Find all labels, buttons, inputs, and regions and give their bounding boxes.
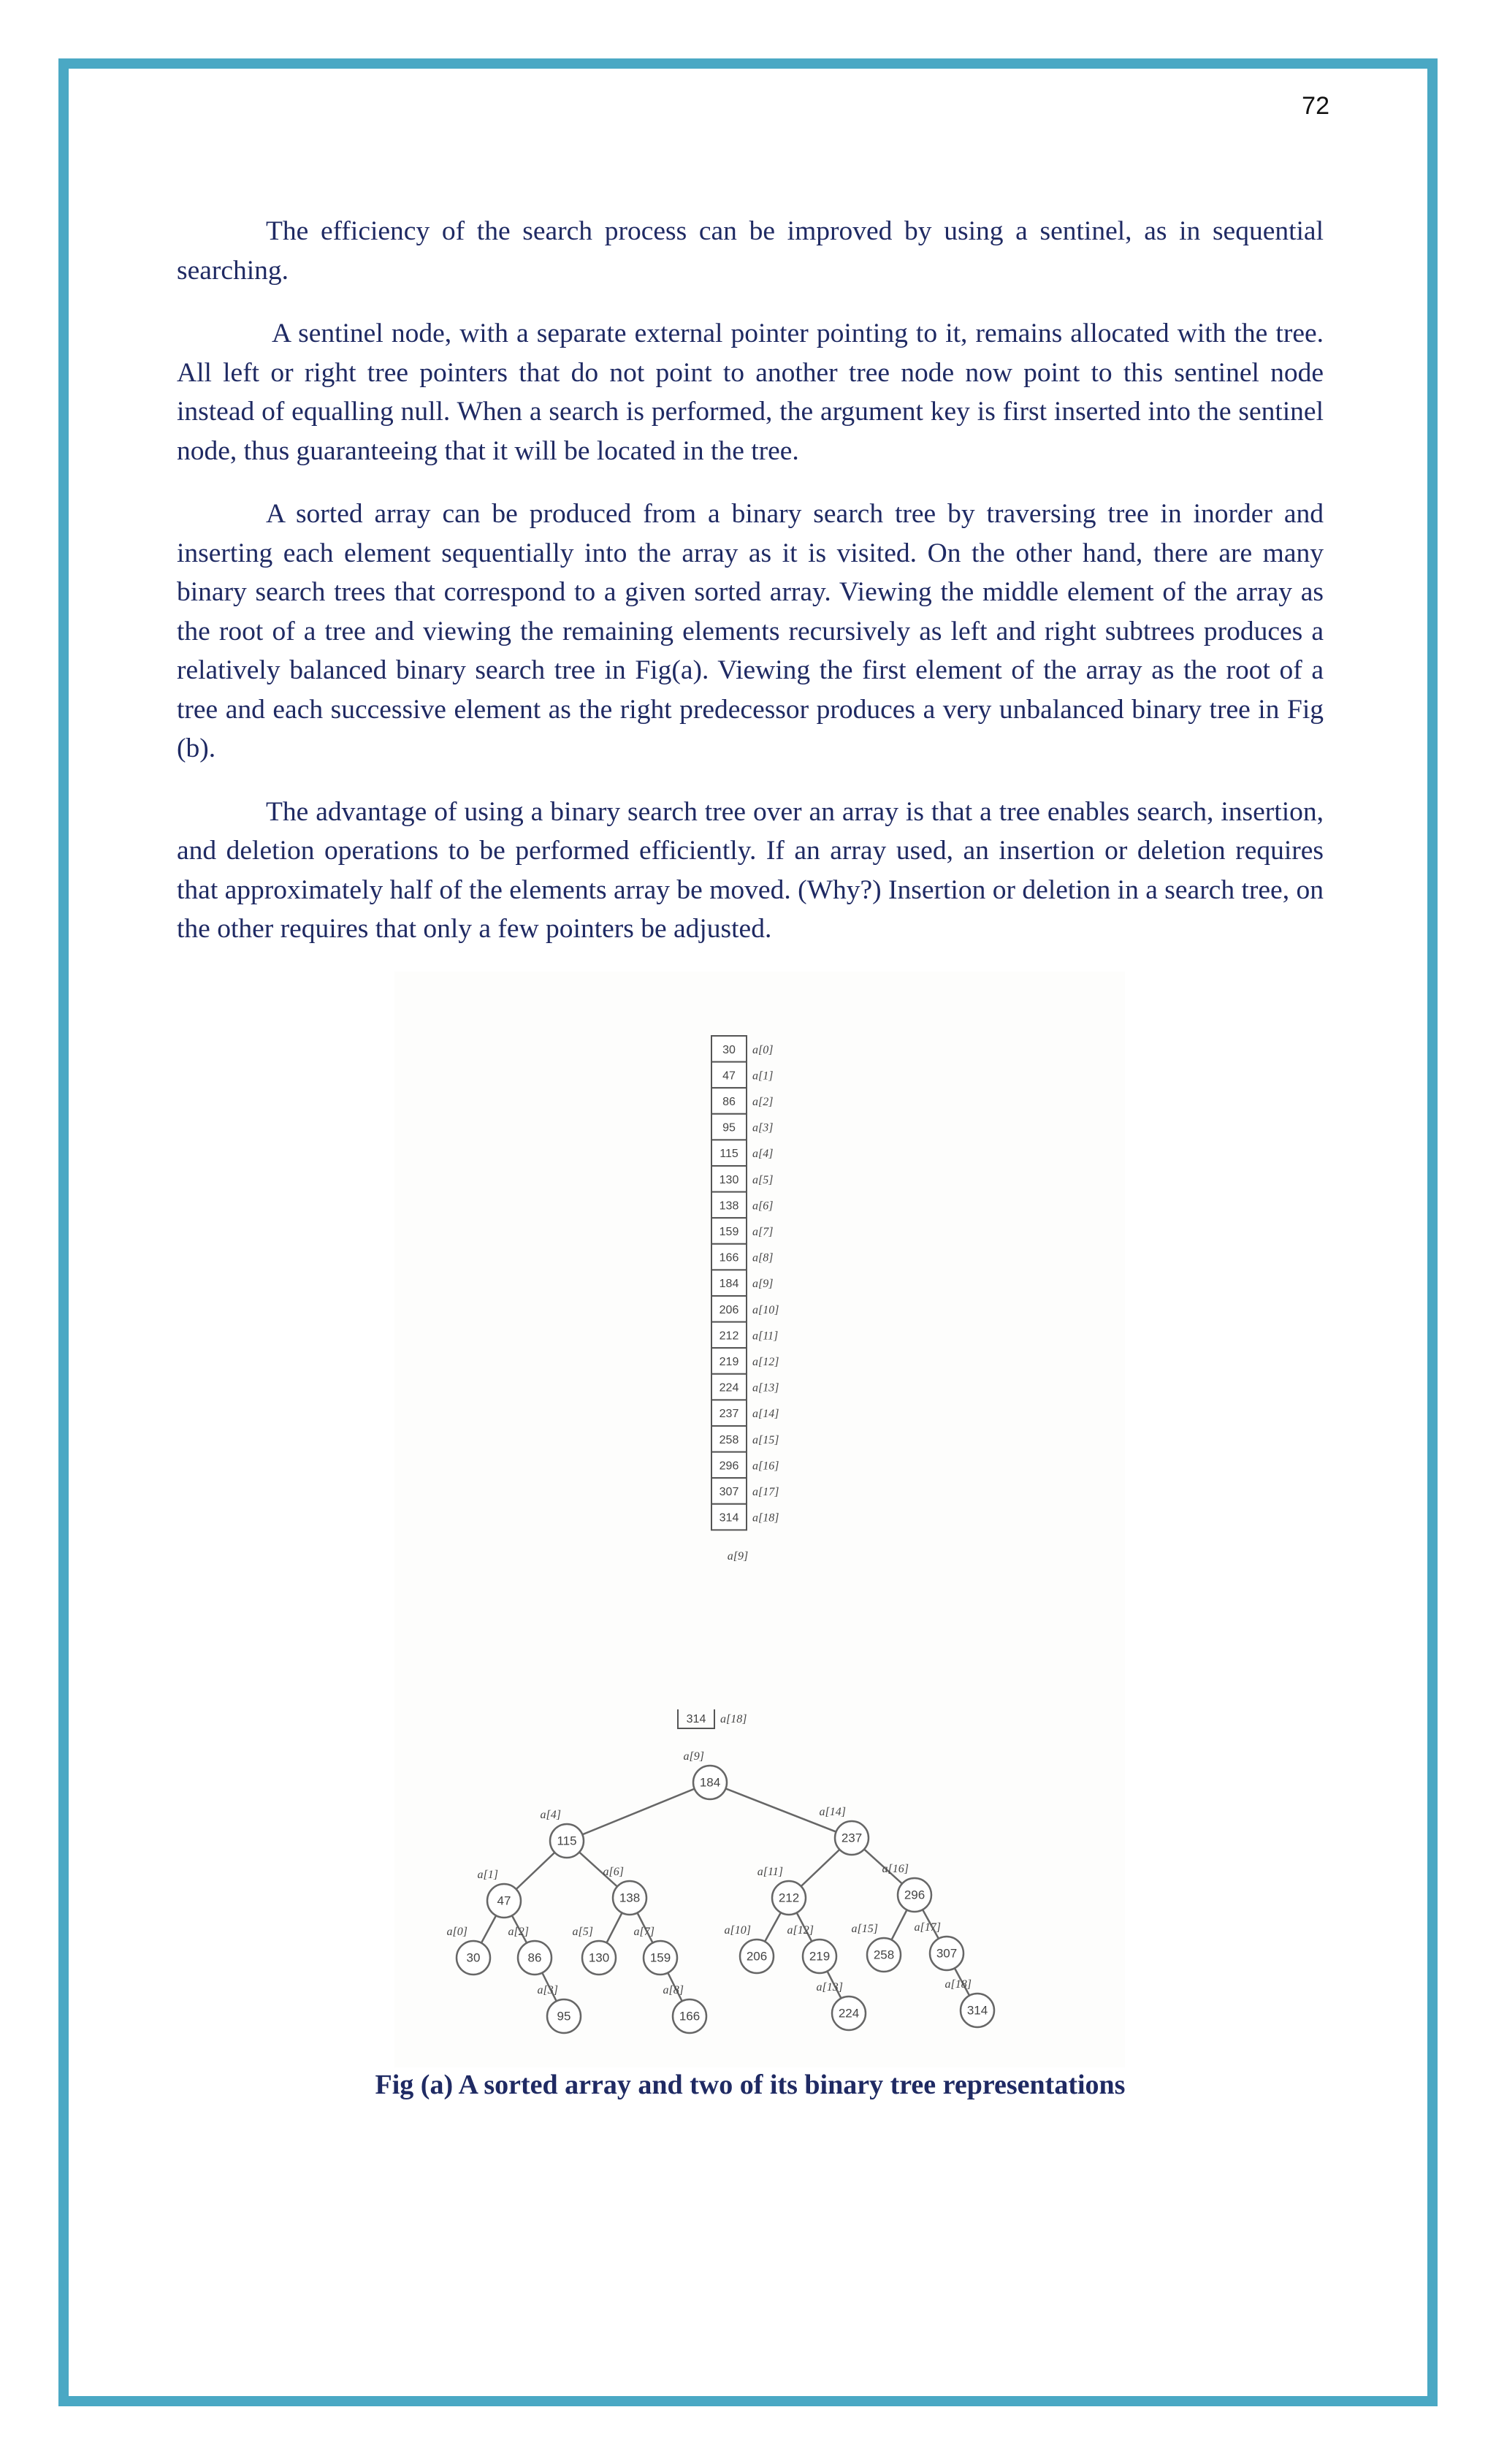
tree-node-value: 47: [497, 1893, 511, 1908]
tree-node-label: a[10]: [724, 1924, 751, 1937]
array-cell-value: 138: [719, 1199, 739, 1213]
tree-node-label: a[4]: [540, 1809, 561, 1821]
array-cell-value: 47: [722, 1069, 736, 1083]
figure-caption: Fig (a) A sorted array and two of its binary tree representations: [375, 2070, 1126, 2100]
tree-node-label: a[13]: [816, 1981, 843, 1994]
tree-node-value: 138: [619, 1891, 641, 1905]
tree-node-label: a[14]: [819, 1806, 846, 1818]
array-cell-value: 237: [719, 1408, 739, 1421]
array-index-label: a[6]: [752, 1199, 774, 1213]
array-index-label: a[8]: [752, 1251, 774, 1265]
array-index-label: a[9]: [752, 1278, 774, 1291]
tree-node-value: 296: [904, 1888, 926, 1902]
tree-node-label: a[17]: [914, 1921, 941, 1934]
tree-node-value: 130: [588, 1950, 610, 1965]
paragraph-sorted-array: A sorted array can be produced from a binary search tree by traversing tree in inorder and inserting each element sequentially into the array as it is visited. On the other hand, there are many binary search trees that correspond to a given sorted array. Viewing the middle element of the array as the root of a tree and viewing the remaining elements recursively as left and right subtrees produces a relatively balanced binary search tree in Fig(a). Viewing the first element of the array as the root of a tree and each successive element as the right predecessor produces a very unbalanced binary tree in Fig (b).: [177, 499, 1324, 763]
tree-edge: [567, 1782, 710, 1841]
tree-node-value: 30: [466, 1950, 481, 1965]
array-cell-value: 307: [719, 1486, 739, 1498]
tree-node-label: a[9]: [683, 1750, 704, 1763]
tree-node-value: 206: [746, 1949, 768, 1964]
paragraph-sentinel-intro: The efficiency of the search process can be improved by using a sentinel, as in sequential searching.: [177, 216, 1324, 286]
tree-node-label: a[2]: [508, 1926, 529, 1938]
array-index-label: a[18]: [752, 1511, 779, 1525]
array-cell-value: 30: [722, 1043, 736, 1056]
array-cell-value: 314: [719, 1511, 739, 1525]
page-number: 72: [1302, 92, 1329, 120]
tree-node-label: a[6]: [603, 1866, 624, 1878]
array-cell-value: 224: [719, 1381, 739, 1395]
array-index-label: a[13]: [752, 1381, 779, 1395]
array-index-label: a[1]: [752, 1069, 774, 1083]
tree-node-label: a[0]: [446, 1926, 468, 1938]
tree-node-value: 166: [679, 2009, 701, 2024]
tree-node-label: a[5]: [572, 1926, 593, 1938]
array-index-label: a[0]: [752, 1043, 774, 1056]
array-index-label: a[3]: [752, 1121, 774, 1134]
sentinel-label: a[18]: [720, 1713, 747, 1725]
array-index-label: a[2]: [752, 1096, 774, 1108]
array-cell-value: 130: [719, 1173, 739, 1186]
array-index-label: a[17]: [752, 1486, 779, 1498]
array-cell-value: 86: [722, 1096, 736, 1108]
array-index-label: a[15]: [752, 1433, 779, 1446]
array-footer-label: a[9]: [727, 1550, 749, 1563]
array-cell-value: 219: [719, 1356, 739, 1368]
tree-node-value: 237: [841, 1831, 863, 1845]
tree-node-value: 219: [809, 1949, 831, 1964]
tree-node-label: a[8]: [663, 1984, 684, 1996]
array-index-label: a[12]: [752, 1356, 779, 1368]
tree-node-label: a[18]: [944, 1978, 972, 1991]
array-index-label: a[16]: [752, 1460, 779, 1473]
tree-node-value: 159: [649, 1950, 671, 1965]
paragraph-sentinel-node: A sentinel node, with a separate external pointer pointing to it, remains allocated with the tree. All left or right tree pointers that do not point to another tree node now point to this sentinel node instead of equalling null. When a search is performed, the argument key is first inserted into the sentinel node, thus guaranteeing that it will be located in the tree.: [177, 319, 1324, 466]
tree-node-label: a[3]: [537, 1984, 558, 1996]
tree-node-value: 314: [966, 2003, 988, 2018]
tree-node-value: 115: [557, 1834, 577, 1848]
array-index-label: a[5]: [752, 1173, 774, 1186]
sentinel-value: 314: [686, 1713, 706, 1725]
array-index-label: a[4]: [752, 1148, 774, 1161]
figure-svg: [394, 972, 1125, 2067]
array-cell-value: 115: [720, 1148, 739, 1161]
tree-node-label: a[15]: [851, 1923, 878, 1935]
array-cell-value: 206: [719, 1303, 739, 1316]
array-cell-value: 95: [722, 1121, 736, 1134]
array-cell-value: 212: [719, 1330, 739, 1343]
array-index-label: a[10]: [752, 1303, 779, 1316]
tree-node-label: a[11]: [757, 1866, 783, 1878]
array-index-label: a[11]: [752, 1330, 779, 1343]
array-index-label: a[14]: [752, 1408, 779, 1421]
tree-node-label: a[7]: [633, 1926, 654, 1938]
tree-node-value: 212: [778, 1891, 800, 1905]
tree-node-value: 224: [838, 2006, 860, 2021]
paragraph-advantage: The advantage of using a binary search tree over an array is that a tree enables search, insertion, and deletion operations to be performed efficiently. If an array used, an insertion or deletion requires that approximately half of the elements array be moved. (Why?) Insertion or deletion in a search tree, on the other requires that only a few pointers be adjusted.: [177, 796, 1324, 944]
body-text: [177, 212, 1324, 973]
tree-node-value: 95: [557, 2009, 571, 2024]
array-cell-value: 184: [719, 1278, 739, 1291]
array-cell-value: 258: [719, 1433, 739, 1446]
array-cell-value: 296: [719, 1460, 739, 1473]
tree-node-value: 258: [873, 1948, 895, 1962]
tree-node-value: 184: [699, 1775, 721, 1790]
array-cell-value: 159: [719, 1226, 739, 1238]
tree-node-value: 86: [527, 1950, 542, 1965]
tree-node-label: a[1]: [477, 1869, 498, 1881]
tree-node-label: a[12]: [787, 1924, 814, 1937]
tree-node-label: a[16]: [882, 1863, 909, 1875]
array-index-label: a[7]: [752, 1226, 774, 1238]
figure-area: [394, 972, 1125, 2067]
array-cell-value: 166: [719, 1251, 739, 1265]
tree-node-value: 307: [936, 1946, 958, 1961]
